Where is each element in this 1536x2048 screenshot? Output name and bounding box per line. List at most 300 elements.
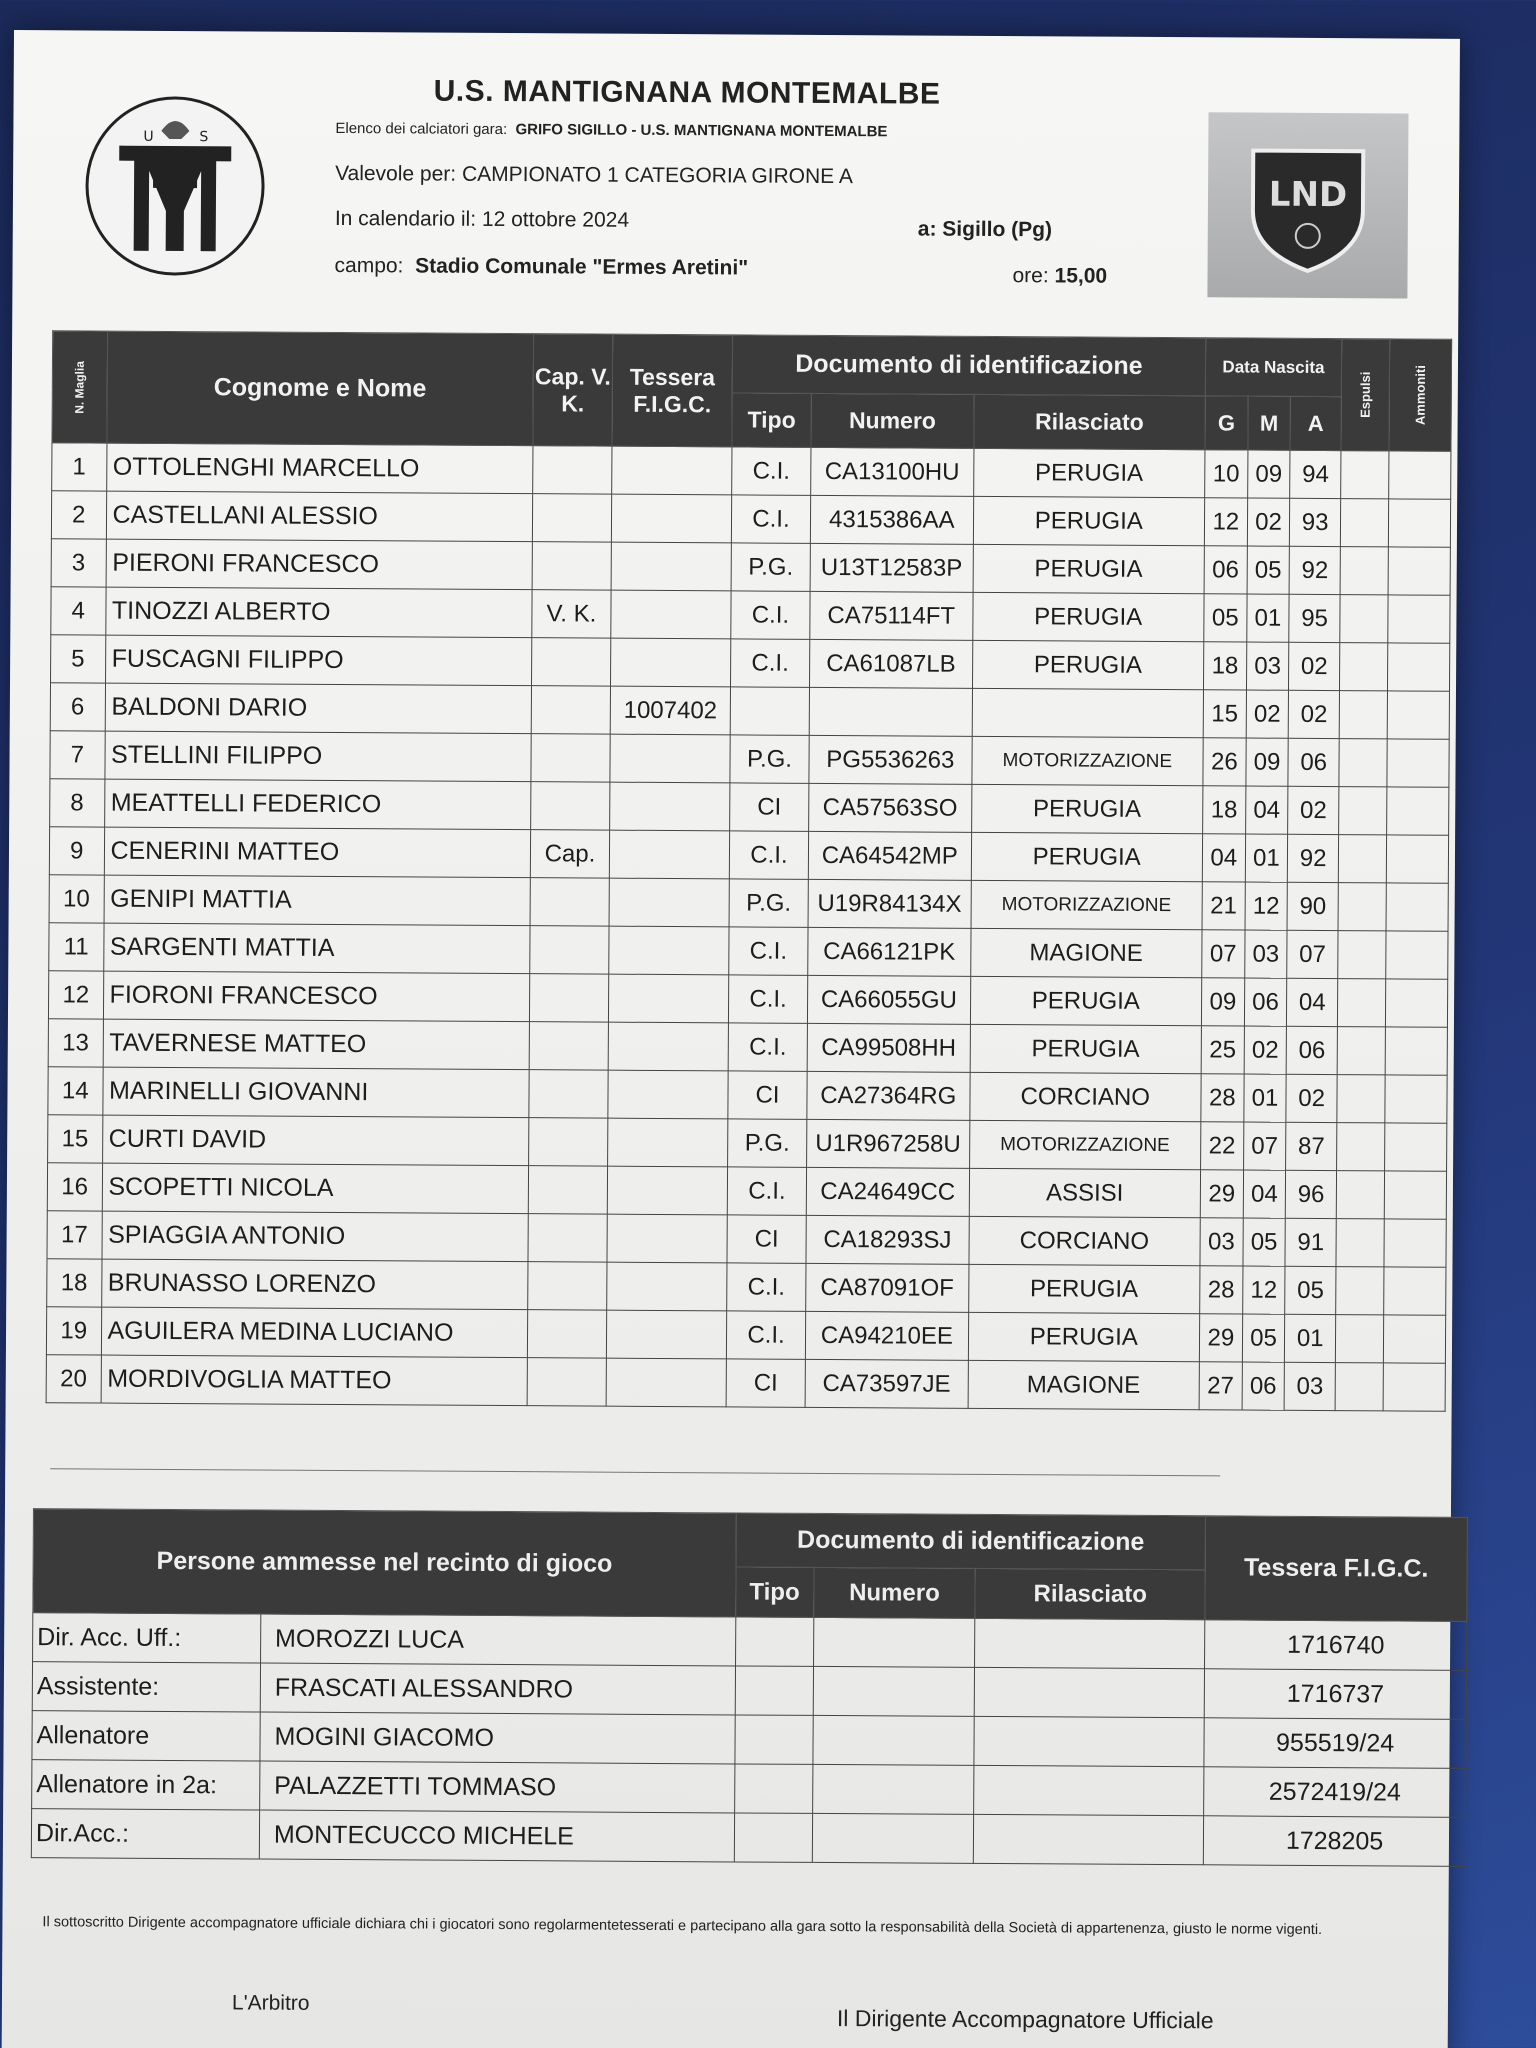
- player-birth-month: 09: [1247, 450, 1290, 498]
- player-doc-issuer: MOTORIZZAZIONE: [969, 1120, 1201, 1169]
- player-number: 5: [51, 635, 106, 683]
- player-birth-year: 87: [1286, 1122, 1337, 1170]
- player-name: SCOPETTI NICOLA: [102, 1163, 529, 1214]
- player-tessera: [611, 542, 731, 591]
- match-label: Elenco dei calciatori gara:: [335, 119, 508, 139]
- staff-tessera: 955519/24: [1204, 1718, 1466, 1769]
- players-body: [46, 443, 1451, 1412]
- player-tessera: [606, 1358, 726, 1407]
- player-doc-number: 4315386AA: [810, 495, 973, 544]
- player-doc-issuer: PERUGIA: [972, 640, 1204, 689]
- player-doc-type: CI: [730, 783, 809, 831]
- col-month: M: [1248, 396, 1291, 450]
- player-birth-year: 06: [1286, 1026, 1337, 1074]
- player-tessera: [611, 638, 731, 687]
- director-signature-label: Il Dirigente Accompagnatore Ufficiale: [836, 2005, 1214, 2034]
- staff-name: MONTECUCCO MICHELE: [259, 1810, 734, 1862]
- match-value: GRIFO SIGILLO - U.S. MANTIGNANA MONTEMALBE: [515, 121, 888, 141]
- player-doc-number: CA99508HH: [807, 1023, 970, 1072]
- player-doc-type: C.I.: [731, 495, 810, 543]
- player-doc-issuer: PERUGIA: [970, 1024, 1202, 1073]
- time-line: [1012, 264, 1107, 289]
- player-doc-number: CA87091OF: [806, 1263, 969, 1312]
- player-birth-month: 01: [1246, 594, 1289, 642]
- player-row: [47, 1259, 1446, 1316]
- player-ammoniti: [1384, 1219, 1446, 1267]
- player-name: STELLINI FILIPPO: [104, 731, 531, 782]
- player-doc-issuer: PERUGIA: [971, 784, 1203, 833]
- player-captain: [529, 974, 608, 1022]
- player-name: MARINELLI GIOVANNI: [102, 1067, 529, 1118]
- roster-sheet: [2, 30, 1460, 2048]
- player-name: FIORONI FRANCESCO: [103, 971, 530, 1022]
- player-doc-type: C.I.: [732, 447, 811, 495]
- player-number: 2: [51, 491, 106, 539]
- player-espulsi: [1337, 1123, 1385, 1171]
- player-row: [49, 923, 1448, 980]
- club-logo: [80, 90, 269, 281]
- player-doc-type: CI: [726, 1359, 805, 1407]
- player-name: SPIAGGIA ANTONIO: [101, 1211, 528, 1262]
- player-captain: [527, 1310, 606, 1358]
- player-name: AGUILERA MEDINA LUCIANO: [101, 1307, 528, 1358]
- player-doc-number: CA61087LB: [810, 639, 973, 688]
- declaration-text: Il sottoscritto Dirigente accompagnatore ufficiale dichiara chi i giocatori sono regolarmentetesserati e partecipano alla gara sotto la responsabilità della Società di appartenenza, giusto le norme vigenti.: [42, 1914, 1323, 1939]
- player-birth-day: 04: [1202, 834, 1245, 882]
- col-day: G: [1205, 396, 1248, 450]
- player-tessera: [609, 974, 729, 1023]
- col-captain: Cap. V. K.: [533, 334, 613, 446]
- player-birth-day: 09: [1201, 978, 1244, 1026]
- player-birth-month: 12: [1242, 1266, 1285, 1314]
- player-row: [48, 971, 1447, 1028]
- player-doc-number: CA27364RG: [807, 1071, 970, 1120]
- player-doc-issuer: MAGIONE: [970, 928, 1202, 977]
- player-row: [50, 683, 1449, 740]
- player-number: 4: [51, 587, 106, 635]
- staff-tessera: 1716737: [1204, 1669, 1466, 1720]
- player-doc-number: CA94210EE: [805, 1311, 968, 1360]
- player-birth-month: 04: [1243, 1170, 1286, 1218]
- player-row: [51, 491, 1450, 548]
- club-logo-letters: U: [143, 128, 154, 145]
- player-tessera: [607, 1262, 727, 1311]
- player-birth-year: 02: [1286, 1074, 1337, 1122]
- staff-doc-number: [812, 1715, 974, 1765]
- player-birth-year: 02: [1288, 786, 1339, 834]
- player-birth-year: 06: [1288, 738, 1339, 786]
- player-row: [47, 1163, 1446, 1220]
- player-tessera: [607, 1166, 727, 1215]
- player-tessera: [610, 782, 730, 831]
- player-doc-issuer: PERUGIA: [971, 832, 1203, 881]
- player-doc-issuer: PERUGIA: [970, 976, 1202, 1025]
- player-doc-type: C.I.: [729, 831, 808, 879]
- player-name: FUSCAGNI FILIPPO: [105, 635, 532, 686]
- player-captain: [532, 494, 611, 542]
- player-birth-day: 26: [1203, 738, 1246, 786]
- venue-city-label: a:: [917, 217, 937, 241]
- player-tessera: [610, 734, 730, 783]
- player-espulsi: [1339, 691, 1387, 739]
- player-doc-issuer: MOTORIZZAZIONE: [971, 880, 1203, 929]
- player-name: PIERONI FRANCESCO: [106, 539, 533, 590]
- player-tessera: [607, 1214, 727, 1263]
- player-ammoniti: [1386, 931, 1448, 979]
- player-doc-issuer: PERUGIA: [972, 592, 1204, 641]
- player-name: GENIPI MATTIA: [104, 875, 531, 926]
- staff-role: Dir.Acc.:: [31, 1809, 259, 1859]
- player-birth-year: 92: [1289, 546, 1340, 594]
- player-birth-month: 07: [1243, 1122, 1286, 1170]
- player-tessera: [611, 590, 731, 639]
- player-row: [49, 827, 1448, 884]
- player-birth-year: 95: [1289, 594, 1340, 642]
- player-birth-month: 05: [1243, 1218, 1286, 1266]
- player-number: 17: [47, 1211, 102, 1259]
- player-doc-number: CA66055GU: [808, 975, 971, 1024]
- player-doc-number: CA18293SJ: [806, 1215, 969, 1264]
- player-espulsi: [1338, 883, 1386, 931]
- player-birth-day: 07: [1202, 930, 1245, 978]
- player-row: [49, 875, 1448, 932]
- player-doc-number: CA13100HU: [811, 447, 974, 496]
- time-value: 15,00: [1054, 264, 1108, 288]
- col-staff-numero: Numero: [813, 1567, 975, 1618]
- competition-line: [335, 162, 853, 189]
- col-year: A: [1290, 396, 1341, 450]
- player-birth-year: 07: [1287, 930, 1338, 978]
- player-espulsi: [1339, 787, 1387, 835]
- player-birth-month: 05: [1242, 1314, 1285, 1362]
- player-number: 12: [48, 971, 103, 1019]
- player-espulsi: [1340, 547, 1388, 595]
- player-espulsi: [1339, 739, 1387, 787]
- player-birth-month: 02: [1247, 498, 1290, 546]
- date-line: [335, 207, 629, 233]
- player-name: SARGENTI MATTIA: [103, 923, 530, 974]
- match-line: [335, 120, 887, 140]
- date-value: 12 ottobre 2024: [481, 207, 630, 232]
- player-name: CASTELLANI ALESSIO: [106, 491, 533, 542]
- player-doc-issuer: PERUGIA: [973, 448, 1205, 497]
- col-staff-rilasciato: Rilasciato: [975, 1568, 1205, 1619]
- col-birthdate: Data Nascita: [1205, 338, 1341, 397]
- player-tessera: [609, 830, 729, 879]
- staff-doc-issuer: [974, 1765, 1204, 1815]
- player-row: [48, 1115, 1447, 1172]
- player-doc-issuer: CORCIANO: [969, 1072, 1201, 1121]
- player-name: OTTOLENGHI MARCELLO: [106, 443, 533, 494]
- player-doc-issuer: PERUGIA: [968, 1312, 1200, 1361]
- player-row: [50, 731, 1449, 788]
- player-birth-day: 22: [1201, 1122, 1244, 1170]
- player-number: 13: [48, 1019, 103, 1067]
- player-tessera: [608, 1070, 728, 1119]
- divider: [50, 1468, 1220, 1476]
- player-captain: [531, 686, 610, 734]
- venue-city-value: Sigillo (Pg): [942, 217, 1053, 242]
- staff-doc-number: [813, 1617, 975, 1667]
- staff-doc-number: [812, 1764, 974, 1814]
- player-tessera: [608, 1022, 728, 1071]
- staff-doc-issuer: [975, 1618, 1205, 1668]
- player-birth-year: 91: [1285, 1218, 1336, 1266]
- player-birth-year: 03: [1284, 1362, 1335, 1410]
- player-doc-number: CA66121PK: [808, 927, 971, 976]
- staff-doc-type: [735, 1715, 813, 1764]
- player-row: [51, 539, 1450, 596]
- player-doc-type: C.I.: [728, 1023, 807, 1071]
- player-espulsi: [1338, 835, 1386, 883]
- player-ammoniti: [1385, 979, 1447, 1027]
- staff-name: FRASCATI ALESSANDRO: [260, 1663, 735, 1715]
- player-ammoniti: [1389, 451, 1451, 499]
- lnd-logo: [1207, 112, 1408, 298]
- player-captain: [528, 1166, 607, 1214]
- player-birth-year: 93: [1290, 498, 1341, 546]
- player-doc-issuer: MAGIONE: [968, 1360, 1200, 1409]
- player-number: 10: [49, 875, 104, 923]
- player-ammoniti: [1385, 1027, 1447, 1075]
- player-birth-year: 04: [1287, 978, 1338, 1026]
- player-name: CURTI DAVID: [102, 1115, 529, 1166]
- staff-body: [31, 1613, 1466, 1867]
- staff-doc-number: [812, 1813, 974, 1863]
- player-captain: [528, 1262, 607, 1310]
- player-number: 11: [49, 923, 104, 971]
- venue-city-line: [918, 218, 1052, 243]
- club-title: U.S. MANTIGNANA MONTEMALBE: [433, 74, 941, 111]
- staff-role: Assistente:: [32, 1662, 260, 1712]
- lnd-logo-text: LND: [1268, 174, 1348, 215]
- player-birth-day: 18: [1204, 642, 1247, 690]
- player-birth-day: 18: [1203, 786, 1246, 834]
- staff-name: PALAZZETTI TOMMASO: [260, 1761, 735, 1813]
- player-birth-month: 04: [1245, 786, 1288, 834]
- player-name: MORDIVOGLIA MATTEO: [101, 1355, 528, 1406]
- player-row: [51, 635, 1450, 692]
- col-ammoniti: Ammoniti: [1389, 339, 1452, 451]
- staff-doc-issuer: [974, 1716, 1204, 1766]
- player-ammoniti: [1388, 547, 1450, 595]
- player-espulsi: [1340, 595, 1388, 643]
- staff-tessera: 2572419/24: [1204, 1767, 1466, 1818]
- player-birth-month: 03: [1244, 930, 1287, 978]
- player-birth-day: 05: [1204, 594, 1247, 642]
- player-birth-day: 12: [1204, 498, 1247, 546]
- player-espulsi: [1341, 451, 1389, 499]
- player-number: 15: [48, 1115, 103, 1163]
- player-birth-day: 29: [1200, 1170, 1243, 1218]
- staff-row: [32, 1662, 1466, 1720]
- staff-doc-issuer: [974, 1814, 1204, 1864]
- player-birth-day: 15: [1203, 690, 1246, 738]
- player-ammoniti: [1387, 739, 1449, 787]
- staff-doc-type: [734, 1813, 812, 1862]
- player-birth-year: 90: [1287, 882, 1338, 930]
- player-ammoniti: [1387, 787, 1449, 835]
- player-birth-month: 06: [1244, 978, 1287, 1026]
- player-doc-number: CA75114FT: [810, 591, 973, 640]
- player-captain: [528, 1214, 607, 1262]
- player-birth-month: 05: [1247, 546, 1290, 594]
- player-doc-number: CA73597JE: [805, 1359, 968, 1408]
- player-row: [48, 1019, 1447, 1076]
- staff-row: [33, 1613, 1467, 1671]
- player-tessera: [607, 1310, 727, 1359]
- player-captain: [529, 1022, 608, 1070]
- player-captain: V. K.: [532, 590, 611, 638]
- player-ammoniti: [1388, 643, 1450, 691]
- player-captain: [532, 542, 611, 590]
- competition-value: CAMPIONATO 1 CATEGORIA GIRONE A: [461, 162, 853, 189]
- player-espulsi: [1337, 1075, 1385, 1123]
- staff-role: Allenatore: [32, 1711, 260, 1761]
- player-captain: [531, 734, 610, 782]
- player-ammoniti: [1383, 1315, 1445, 1363]
- player-espulsi: [1336, 1267, 1384, 1315]
- player-name: BALDONI DARIO: [105, 683, 532, 734]
- player-doc-number: U19R84134X: [808, 879, 971, 928]
- player-number: 8: [50, 779, 105, 827]
- player-birth-day: 29: [1199, 1314, 1242, 1362]
- player-number: 7: [50, 731, 105, 779]
- player-ammoniti: [1385, 1075, 1447, 1123]
- player-birth-month: 01: [1244, 1074, 1287, 1122]
- player-row: [46, 1355, 1445, 1412]
- player-name: TINOZZI ALBERTO: [105, 587, 532, 638]
- player-captain: [529, 1070, 608, 1118]
- player-captain: [530, 878, 609, 926]
- player-doc-type: C.I.: [729, 927, 808, 975]
- player-doc-issuer: PERUGIA: [973, 544, 1205, 593]
- player-espulsi: [1336, 1171, 1384, 1219]
- player-tessera: [609, 926, 729, 975]
- player-doc-number: CA64542MP: [808, 831, 971, 880]
- player-ammoniti: [1388, 595, 1450, 643]
- player-birth-day: 06: [1204, 546, 1247, 594]
- col-espulsi: Espulsi: [1341, 339, 1390, 451]
- player-number: 19: [46, 1307, 101, 1355]
- player-espulsi: [1338, 931, 1386, 979]
- player-number: 1: [52, 443, 107, 491]
- player-captain: Cap.: [530, 830, 609, 878]
- staff-role: Dir. Acc. Uff.:: [33, 1613, 261, 1663]
- staff-tessera: 1716740: [1205, 1620, 1467, 1671]
- staff-doc-type: [735, 1617, 813, 1666]
- player-ammoniti: [1388, 499, 1450, 547]
- staff-doc-number: [813, 1666, 975, 1716]
- player-doc-type: P.G.: [730, 735, 809, 783]
- player-doc-type: [730, 687, 809, 735]
- player-birth-year: 05: [1285, 1266, 1336, 1314]
- referee-signature-label: L'Arbitro: [231, 1991, 310, 2015]
- player-ammoniti: [1386, 835, 1448, 883]
- player-birth-day: 28: [1201, 1074, 1244, 1122]
- player-birth-year: 02: [1288, 690, 1339, 738]
- col-staff-tessera: Tessera F.I.G.C.: [1205, 1516, 1467, 1622]
- player-row: [47, 1211, 1446, 1268]
- player-birth-day: 25: [1201, 1026, 1244, 1074]
- col-rilasciato: Rilasciato: [973, 394, 1205, 449]
- player-tessera: 1007402: [610, 686, 730, 735]
- col-staff-tipo: Tipo: [735, 1567, 813, 1617]
- player-doc-type: CI: [727, 1215, 806, 1263]
- player-number: 9: [49, 827, 104, 875]
- player-doc-number: [809, 687, 972, 736]
- player-doc-type: P.G.: [731, 543, 810, 591]
- player-espulsi: [1336, 1219, 1384, 1267]
- date-label: In calendario il:: [334, 206, 477, 231]
- player-ammoniti: [1384, 1171, 1446, 1219]
- player-birth-year: 94: [1290, 450, 1341, 498]
- player-birth-day: 21: [1202, 882, 1245, 930]
- player-number: 3: [51, 539, 106, 587]
- player-captain: [527, 1358, 606, 1406]
- field-line: [334, 254, 748, 281]
- player-captain: [531, 782, 610, 830]
- player-number: 20: [46, 1355, 101, 1403]
- player-doc-issuer: PERUGIA: [968, 1264, 1200, 1313]
- player-captain: [528, 1118, 607, 1166]
- svg-text:S: S: [199, 129, 209, 146]
- player-tessera: [609, 878, 729, 927]
- player-espulsi: [1337, 1027, 1385, 1075]
- player-birth-month: 03: [1246, 642, 1289, 690]
- col-number: N. Maglia: [52, 331, 107, 443]
- staff-doc-type: [735, 1666, 813, 1715]
- player-doc-number: CA24649CC: [806, 1167, 969, 1216]
- player-birth-month: 02: [1244, 1026, 1287, 1074]
- col-tessera: Tessera F.I.G.C.: [612, 334, 732, 447]
- player-doc-issuer: ASSISI: [969, 1168, 1201, 1217]
- player-number: 16: [47, 1163, 102, 1211]
- staff-doc-type: [734, 1764, 812, 1813]
- player-doc-type: C.I.: [731, 591, 810, 639]
- player-doc-type: C.I.: [728, 975, 807, 1023]
- player-doc-number: PG5536263: [809, 735, 972, 784]
- player-tessera: [608, 1118, 728, 1167]
- player-captain: [531, 638, 610, 686]
- player-doc-type: C.I.: [730, 639, 809, 687]
- player-espulsi: [1340, 643, 1388, 691]
- player-birth-month: 09: [1246, 738, 1289, 786]
- player-doc-issuer: PERUGIA: [973, 496, 1205, 545]
- competition-label: Valevole per:: [335, 161, 457, 186]
- player-captain: [533, 446, 612, 494]
- staff-row: [32, 1760, 1466, 1818]
- player-captain: [530, 926, 609, 974]
- player-doc-issuer: [972, 688, 1204, 737]
- player-row: [48, 1067, 1447, 1124]
- staff-name: MOROZZI LUCA: [260, 1614, 735, 1666]
- col-staff-document: Documento di identificazione: [736, 1513, 1206, 1570]
- col-document: Documento di identificazione: [732, 335, 1205, 396]
- player-doc-type: P.G.: [727, 1119, 806, 1167]
- player-birth-day: 27: [1199, 1362, 1242, 1410]
- player-ammoniti: [1385, 1123, 1447, 1171]
- player-doc-number: U1R967258U: [807, 1119, 970, 1168]
- player-birth-day: 03: [1200, 1218, 1243, 1266]
- player-number: 6: [50, 683, 105, 731]
- field-label: campo:: [334, 253, 404, 278]
- player-tessera: [612, 446, 732, 495]
- player-birth-month: 02: [1246, 690, 1289, 738]
- player-doc-issuer: CORCIANO: [969, 1216, 1201, 1265]
- player-row: [52, 443, 1451, 500]
- player-doc-number: CA57563SO: [809, 783, 972, 832]
